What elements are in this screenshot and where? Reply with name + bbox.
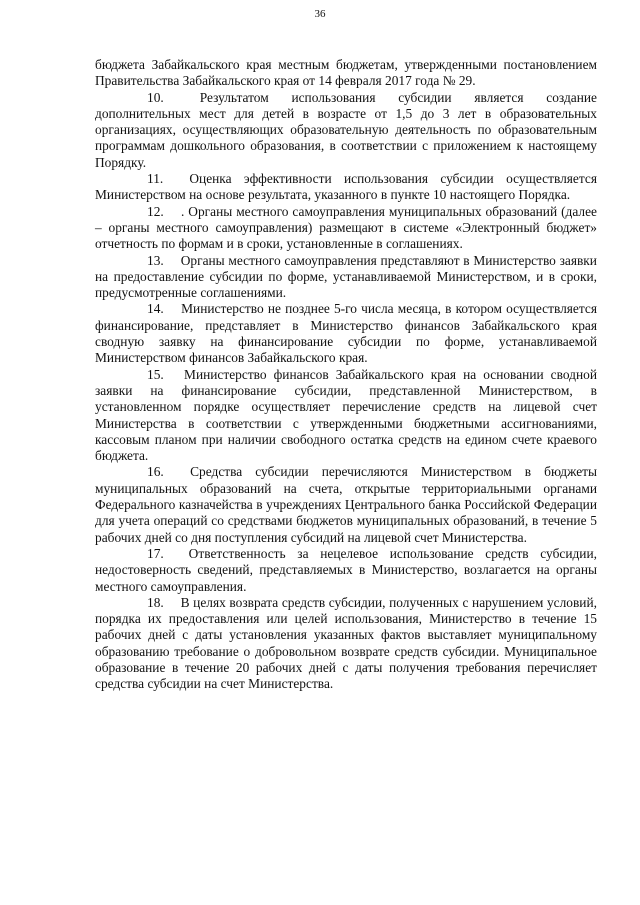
paragraph-number: 12. bbox=[147, 203, 164, 219]
paragraph-continuation bbox=[95, 57, 597, 90]
paragraph-number: 10. bbox=[147, 89, 164, 105]
paragraph-16 bbox=[95, 464, 597, 545]
paragraph-text: В целях возврата средств субсидии, полученных с нарушением условий, порядка их предоставления или целей использования, Министерство в течение 15 рабочих дней с даты установления указанных фактов выставляет муниципальному образованию требование о добровольном возврате средств субсидии. Муниципальное образование в течение 20 рабочих дней с даты получения требования перечисляет средства субсидии на счет Министерства. bbox=[95, 594, 597, 692]
paragraph-13 bbox=[95, 253, 597, 302]
paragraph-text: Результатом использования субсидии является создание дополнительных мест для детей в возрасте от 1,5 до 3 лет в образовательных организациях, осуществляющих образовательную деятельность по образовательным программам дошкольного образования, в соответствии с приложением к настоящему Порядку. bbox=[95, 89, 597, 170]
paragraph-text: Оценка эффективности использования субсидии осуществляется Министерством на основе результата, указанного в пункте 10 настоящего Порядка. bbox=[95, 171, 597, 203]
paragraph-text: Средства субсидии перечисляются Министерством в бюджеты муниципальных образований на счета, открытые территориальными органами Федерального казначейства в учреждениях Центрального банка Российской Федерации для учета операций со средствами бюджетов муниципальных образований, в течение 5 рабочих дней со дня поступления субсидий на лицевой счет Министерства. bbox=[95, 464, 597, 545]
paragraph-text: Ответственность за нецелевое использование средств субсидии, недостоверность сведений, представляемых в Министерство, возлагается на органы местного самоуправления. bbox=[95, 545, 597, 594]
paragraph-number: 11. bbox=[147, 171, 164, 187]
paragraph-15 bbox=[95, 367, 597, 465]
paragraph-18 bbox=[95, 595, 597, 693]
paragraph-number: 13. bbox=[147, 252, 164, 268]
paragraph-text: Органы местного самоуправления представляют в Министерство заявки на предоставление субсидии по форме, устанавливаемой Министерством, и в сроки, предусмотренные соглашениями. bbox=[95, 252, 597, 301]
paragraph-text: Министерство финансов Забайкальского края на основании сводной заявки на финансирование субсидии, представленной Министерством, в установленном порядке осуществляет перечисление средств на лицевой счет Министерства в соответствии с утвержденными бюджетными ассигнованиями, кассовым планом при наличии свободного остатка средств на едином счете краевого бюджета. bbox=[95, 366, 597, 464]
paragraph-number: 18. bbox=[147, 594, 164, 610]
paragraph-number: 15. bbox=[147, 366, 164, 382]
paragraph-12 bbox=[95, 204, 597, 253]
paragraph-10 bbox=[95, 90, 597, 171]
paragraph-number: 16. bbox=[147, 464, 164, 480]
paragraph-text: . Органы местного самоуправления муниципальных образований (далее – органы местного самоуправления) размещают в системе «Электронный бюджет» отчетность по формам и в сроки, установленные в соглашениях. bbox=[95, 203, 597, 252]
paragraph-17 bbox=[95, 546, 597, 595]
paragraph-text: бюджета Забайкальского края местным бюджетам, утвержденными постановлением Правительства Забайкальского края от 14 февраля 2017 года № 29. bbox=[95, 57, 597, 89]
paragraph-text: Министерство не позднее 5-го числа месяца, в котором осуществляется финансирование, представляет в Министерство финансов Забайкальского края сводную заявку на финансирование субсидии по форме, устанавливаемой Министерством финансов Забайкальского края. bbox=[95, 301, 597, 366]
paragraph-number: 17. bbox=[147, 545, 164, 561]
paragraph-11 bbox=[95, 171, 597, 204]
paragraph-number: 14. bbox=[147, 301, 164, 317]
page-number: 36 bbox=[314, 8, 326, 20]
document-body bbox=[95, 57, 597, 693]
paragraph-14 bbox=[95, 301, 597, 366]
